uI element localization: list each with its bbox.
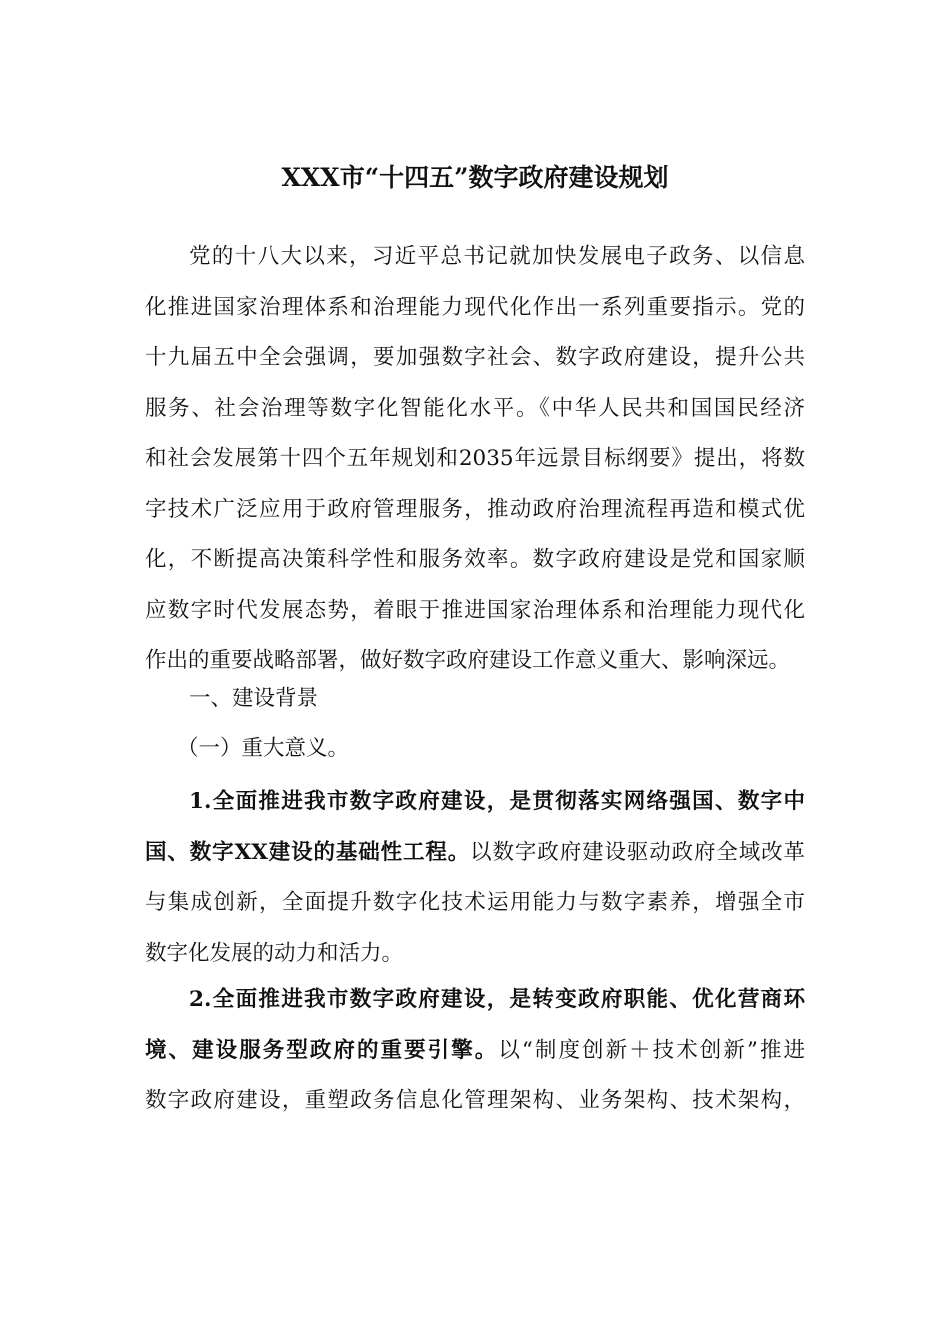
point-bold-text: 1.全面推进我市数字政府建设，是贯彻落实网络强国、数字中: [189, 789, 805, 814]
intro-paragraph: [145, 232, 805, 687]
point-line: [145, 1026, 805, 1077]
point-1-paragraph: [145, 777, 805, 979]
point-bold-text: 2.全面推进我市数字政府建设，是转变政府职能、优化营商环: [189, 987, 805, 1012]
intro-line: 十九届五中全会强调，要加强数字社会、数字政府建设，提升公共: [145, 345, 805, 370]
point-bold-text: 国、数字XX建设的基础性工程。: [145, 839, 471, 865]
subsection-heading: （一）重大意义。: [177, 736, 350, 761]
intro-line: 化推进国家治理体系和治理能力现代化作出一系列重要指示。党的: [145, 294, 805, 320]
point-line: [145, 975, 805, 1026]
point-text: 以数字政府建设驱动政府全域改革: [470, 839, 805, 865]
point-line: [145, 828, 805, 879]
point-text: 以“制度创新＋技术创新”推进: [498, 1037, 805, 1063]
point-line: 与集成创新，全面提升数字化技术运用能力与数字素养，增强全市: [145, 890, 805, 915]
intro-line: 应数字时代发展态势，着眼于推进国家治理体系和治理能力现代化: [145, 597, 805, 623]
document-title: XXX市“十四五”数字政府建设规划: [281, 163, 669, 192]
intro-line: 字技术广泛应用于政府管理服务，推动政府治理流程再造和模式优: [145, 496, 805, 522]
point-line: 数字政府建设，重塑政务信息化管理架构、业务架构、技术架构，: [145, 1088, 805, 1113]
point-2-paragraph: [145, 975, 805, 1127]
point-line: 数字化发展的动力和活力。: [145, 940, 404, 966]
intro-line: 作出的重要战略部署，做好数字政府建设工作意义重大、影响深远。: [145, 648, 791, 673]
intro-line: 化，不断提高决策科学性和服务效率。数字政府建设是党和国家顺: [145, 547, 805, 572]
point-bold-text: 境、建设服务型政府的重要引擎。: [145, 1037, 499, 1063]
intro-line: 和社会发展第十四个五年规划和2035年远景目标纲要》提出，将数: [145, 446, 805, 471]
point-line: [145, 777, 805, 828]
section-heading: 一、建设背景: [189, 686, 319, 711]
intro-line: 服务、社会治理等数字化智能化水平。《中华人民共和国国民经济: [145, 395, 805, 421]
intro-line: 党的十八大以来，习近平总书记就加快发展电子政务、以信息: [189, 244, 805, 269]
